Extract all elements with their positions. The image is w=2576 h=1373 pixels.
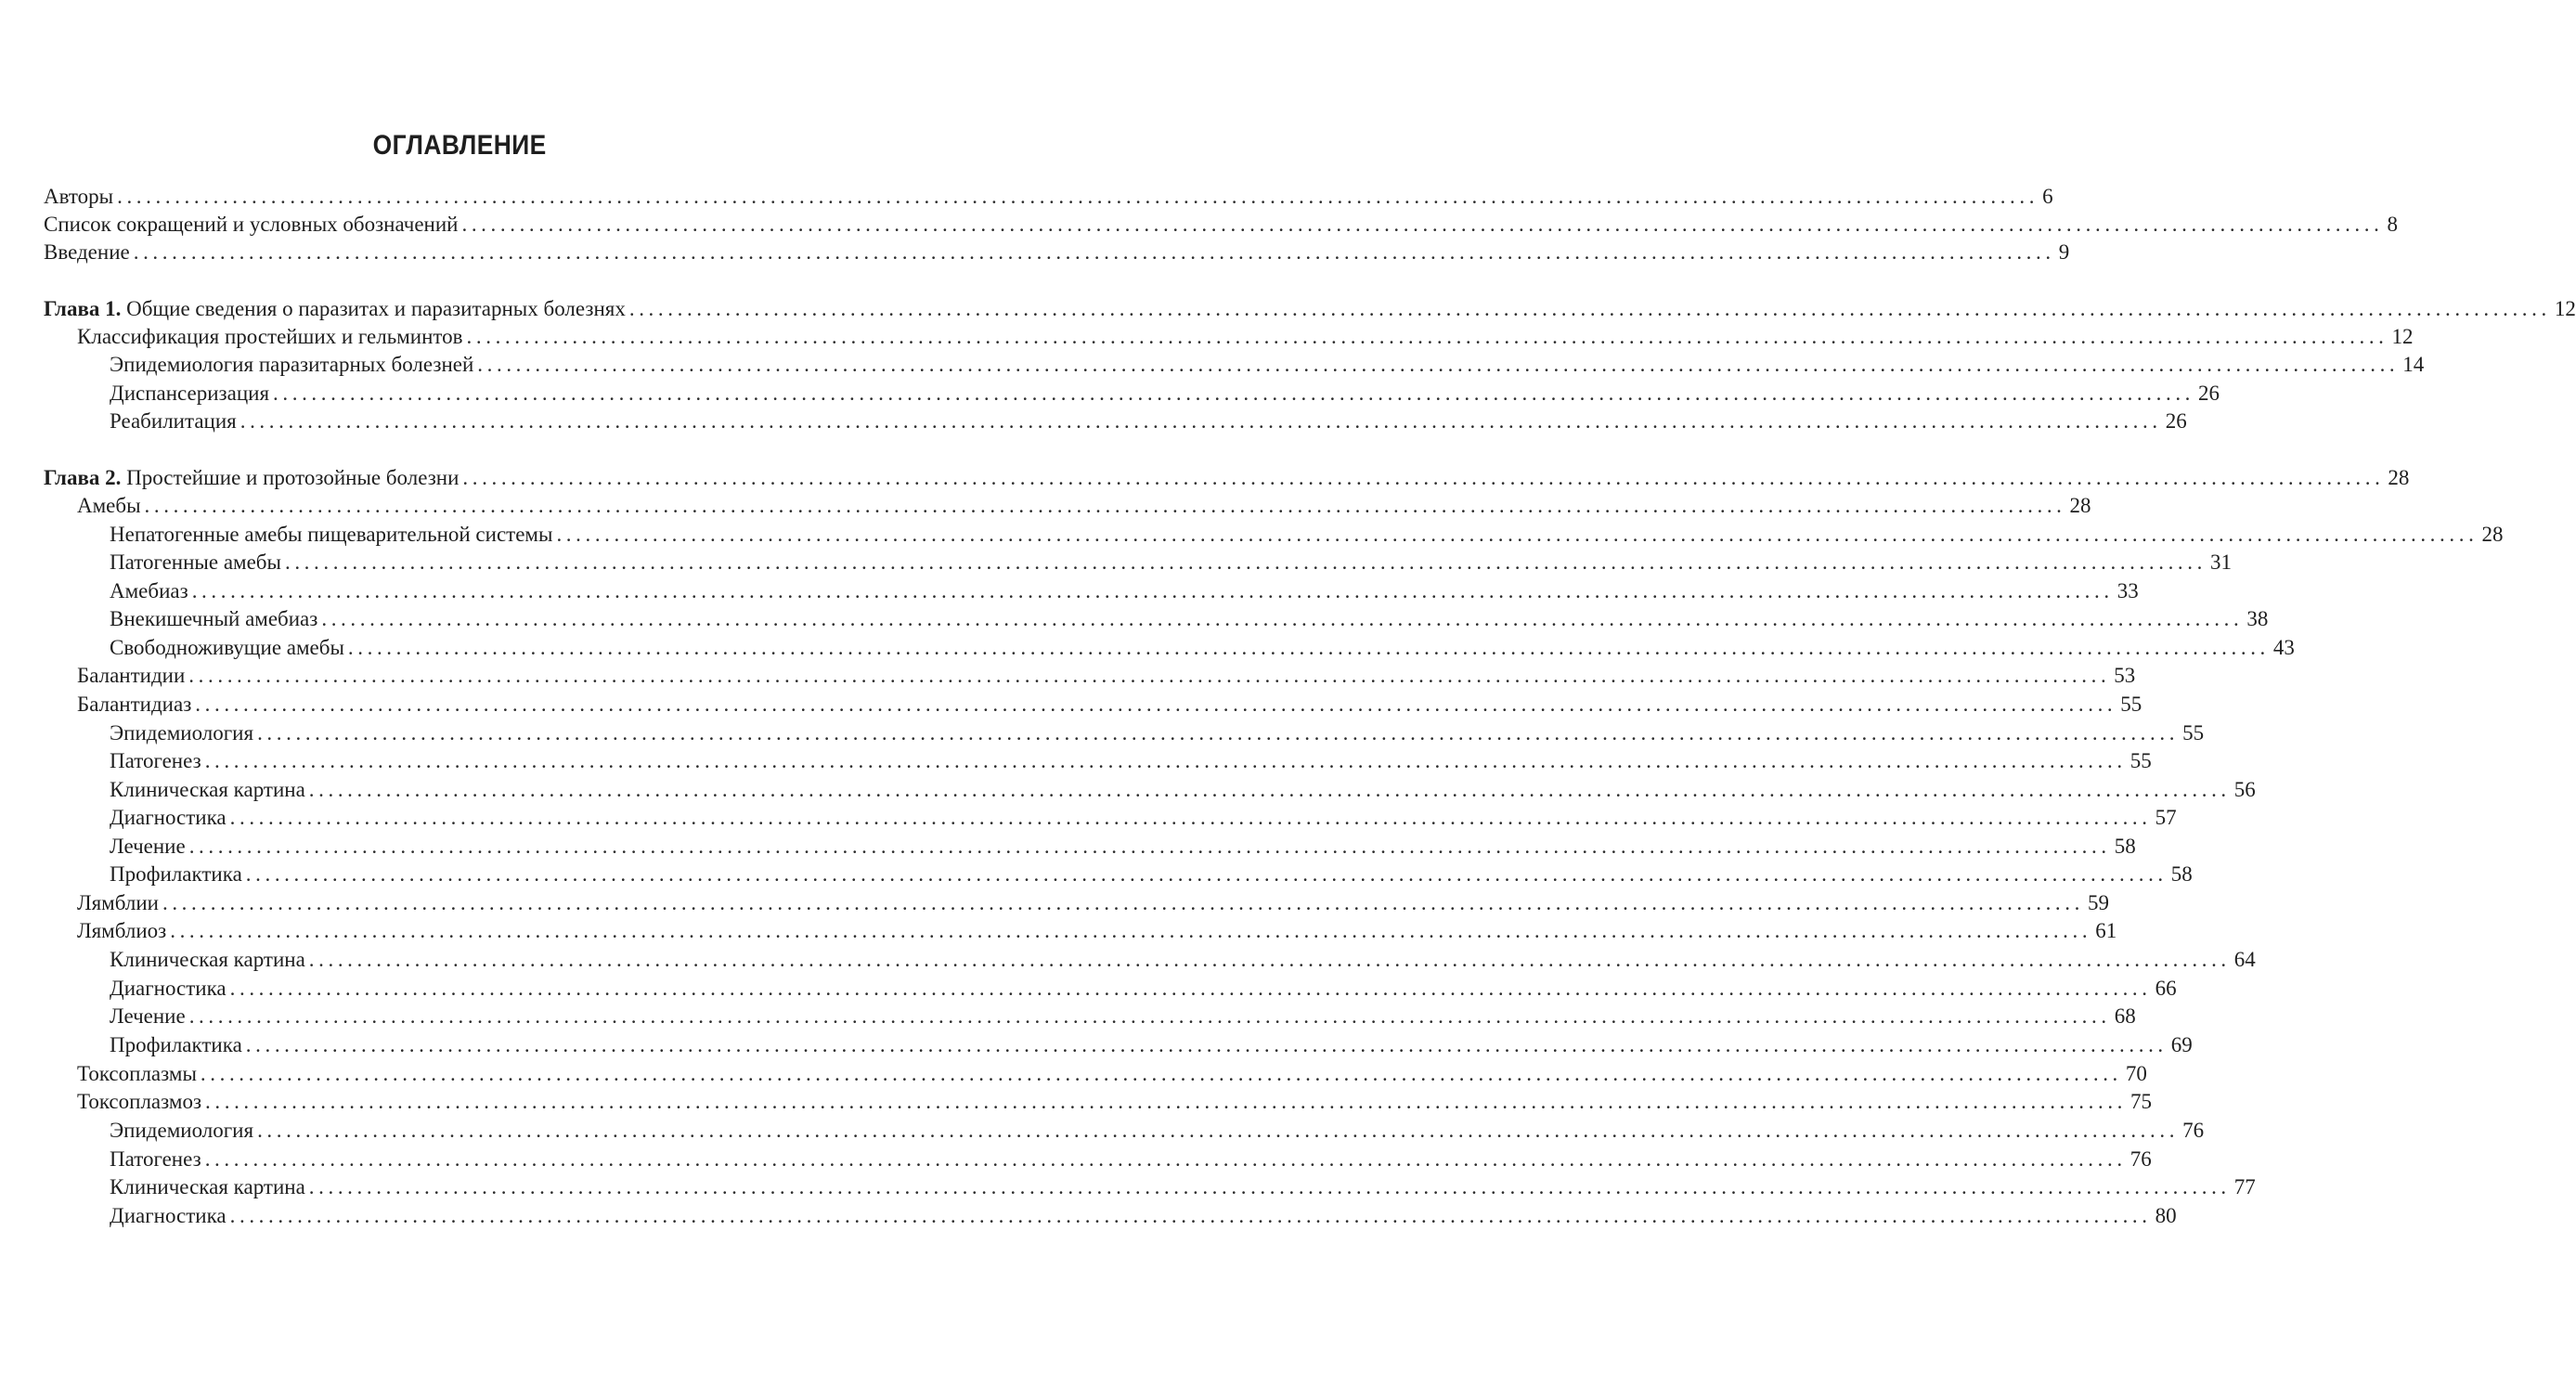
- toc-entry-text: Диспансеризация: [110, 382, 270, 405]
- toc-entry-text: Эпидемиология паразитарных болезней: [110, 353, 474, 376]
- toc-entry-text: Лямблии: [77, 891, 159, 914]
- dot-leader: ........................................................................................................................................................................................................: [162, 891, 2084, 914]
- dot-leader: ........................................................................................................................................................................................................: [321, 607, 2244, 630]
- toc-entry-title: [110, 1146, 201, 1173]
- dot-leader: ........................................................................................................................................................................................................: [188, 835, 2111, 858]
- toc-entry-title: [110, 605, 317, 633]
- toc-entry: [0, 946, 2256, 974]
- toc-page-number: 66: [2155, 977, 2177, 1000]
- toc-entry-text: Лечение: [110, 835, 186, 858]
- toc-entry: [0, 833, 2136, 861]
- toc-entry-title: [44, 464, 459, 492]
- toc-entry-text: Непатогенные амебы пищеварительной системы: [110, 523, 553, 546]
- dot-leader: ........................................................................................................................................................................................................: [195, 693, 2117, 716]
- toc-entry: [0, 211, 2398, 239]
- dot-leader: ........................................................................................................................................................................................................: [229, 1204, 2152, 1227]
- toc-entry: [0, 1003, 2136, 1030]
- dot-leader: ........................................................................................................................................................................................................: [477, 353, 2400, 376]
- dot-leader: ........................................................................................................................................................................................................: [308, 778, 2231, 801]
- chapter-number: Глава 2.: [44, 466, 122, 489]
- toc-page-number: 12: [2391, 325, 2414, 348]
- toc-page-number: 26: [2198, 382, 2220, 405]
- toc-entry: [0, 1202, 2177, 1230]
- toc-entry-text: Классификация простейших и гельминтов: [77, 325, 463, 348]
- toc-entry-text: Профилактика: [110, 1033, 242, 1056]
- toc-entry: [0, 549, 2232, 576]
- toc-page-number: 58: [2170, 862, 2193, 886]
- toc-entry-title: [110, 719, 253, 747]
- toc-entry-text: Профилактика: [110, 862, 242, 886]
- toc-entry-title: [110, 1117, 253, 1145]
- toc-entry-text: Лямблиоз: [77, 919, 167, 942]
- toc-page-number: 57: [2155, 806, 2177, 829]
- toc-entry: [0, 917, 2117, 945]
- toc-page-number: 68: [2114, 1004, 2136, 1028]
- toc-entry: [0, 380, 2220, 408]
- dot-leader: ........................................................................................................................................................................................................: [245, 1033, 2168, 1056]
- toc-entry-text: Простейшие и протозойные болезни: [126, 466, 460, 489]
- toc-entry-title: [110, 804, 227, 832]
- toc-entry-text: Амебы: [77, 494, 141, 517]
- toc-entry-title: [77, 1060, 197, 1088]
- toc-entry-text: Амебиаз: [110, 579, 188, 602]
- toc-page-number: 28: [2069, 494, 2091, 517]
- toc-page-number: 6: [2042, 185, 2053, 208]
- toc-entry: [0, 861, 2193, 888]
- toc-entry: [0, 1031, 2193, 1059]
- toc-entry-title: [77, 492, 141, 520]
- toc-entry-text: Внекишечный амебиаз: [110, 607, 318, 630]
- toc-entry-text: Диагностика: [110, 806, 227, 829]
- dot-leader: ........................................................................................................................................................................................................: [245, 862, 2168, 886]
- toc-entry: [0, 183, 2053, 211]
- toc-entry-title: [110, 521, 552, 549]
- toc-entry: [0, 1088, 2153, 1116]
- dot-leader: ........................................................................................................................................................................................................: [284, 550, 2207, 574]
- toc-page-number: 59: [2087, 891, 2109, 914]
- dot-leader: ........................................................................................................................................................................................................: [200, 1062, 2122, 1085]
- toc-page-number: 28: [2388, 466, 2410, 489]
- toc-entry-text: Патогенез: [110, 1147, 201, 1171]
- chapter-number: Глава 1.: [44, 297, 122, 320]
- toc-entry-title: [77, 1088, 201, 1116]
- toc-entry: [0, 295, 2576, 323]
- page-title: ОГЛАВЛЕНИЕ: [372, 130, 547, 161]
- toc-entry-title: [44, 295, 626, 323]
- toc-page-number: 77: [2233, 1175, 2256, 1198]
- toc-entry-title: [110, 833, 186, 861]
- dot-leader: ........................................................................................................................................................................................................: [273, 382, 2195, 405]
- toc-page-number: 38: [2246, 607, 2269, 630]
- toc-page-number: 28: [2481, 523, 2504, 546]
- toc-page-number: 43: [2272, 636, 2295, 659]
- toc-entry-title: [110, 946, 305, 974]
- dot-leader: ........................................................................................................................................................................................................: [347, 636, 2270, 659]
- dot-leader: ........................................................................................................................................................................................................: [205, 1090, 2128, 1113]
- toc-entry: [0, 464, 2410, 492]
- dot-leader: ........................................................................................................................................................................................................: [239, 409, 2162, 433]
- toc-entry: [0, 662, 2136, 690]
- toc-entry-title: [110, 1173, 305, 1201]
- toc-entry-title: [110, 975, 227, 1003]
- toc-page-number: 9: [2058, 240, 2070, 264]
- toc-page-number: 56: [2233, 778, 2256, 801]
- toc-page-number: 58: [2114, 835, 2136, 858]
- dot-leader: ........................................................................................................................................................................................................: [308, 1175, 2231, 1198]
- dot-leader: ........................................................................................................................................................................................................: [204, 749, 2127, 772]
- toc-entry-text: Диагностика: [110, 977, 227, 1000]
- toc-entry: [0, 1060, 2147, 1088]
- toc-entry-text: Лечение: [110, 1004, 186, 1028]
- toc-entry: [0, 239, 2070, 266]
- dot-leader: ........................................................................................................................................................................................................: [462, 466, 2385, 489]
- dot-leader: ........................................................................................................................................................................................................: [117, 185, 2039, 208]
- toc-entry-text: Клиническая картина: [110, 778, 305, 801]
- toc-entry: [0, 719, 2205, 747]
- toc-page-number: 69: [2170, 1033, 2193, 1056]
- toc-entry: [0, 323, 2414, 351]
- toc-page-number: 8: [2387, 213, 2398, 236]
- toc-entry-text: Общие сведения о паразитах и паразитарных болезнях: [126, 297, 626, 320]
- dot-leader: ........................................................................................................................................................................................................: [204, 1147, 2127, 1171]
- toc-entry: [0, 1117, 2205, 1145]
- dot-leader: ........................................................................................................................................................................................................: [229, 806, 2152, 829]
- toc-entry-title: [77, 662, 185, 690]
- toc-entry-text: Свободноживущие амебы: [110, 636, 344, 659]
- dot-leader: ........................................................................................................................................................................................................: [257, 721, 2180, 745]
- toc-entry-text: Эпидемиология: [110, 721, 254, 745]
- toc-page-number: 76: [2129, 1147, 2152, 1171]
- toc-entry-text: Клиническая картина: [110, 1175, 305, 1198]
- toc-entry-title: [77, 889, 159, 917]
- toc-entry-title: [110, 1003, 186, 1030]
- dot-leader: ........................................................................................................................................................................................................: [257, 1119, 2180, 1142]
- dot-leader: ........................................................................................................................................................................................................: [188, 1004, 2111, 1028]
- toc-entry: [0, 634, 2295, 662]
- toc-entry: [0, 1173, 2256, 1201]
- dot-leader: ........................................................................................................................................................................................................: [628, 297, 2551, 320]
- toc-entry-text: Токсоплазмоз: [77, 1090, 202, 1113]
- toc-entry-title: [44, 239, 130, 266]
- toc-entry-text: Клиническая картина: [110, 948, 305, 971]
- toc-entry-title: [77, 323, 463, 351]
- toc-page-number: 64: [2233, 948, 2256, 971]
- toc-entry: [0, 577, 2139, 605]
- toc-page-number: 80: [2155, 1204, 2177, 1227]
- toc-entry-title: [44, 183, 113, 211]
- toc-page-number: 12: [2554, 297, 2576, 320]
- toc-entry: [0, 747, 2152, 775]
- toc-entry-title: [110, 634, 344, 662]
- toc-page-number: 26: [2165, 409, 2187, 433]
- toc-page-number: 76: [2182, 1119, 2205, 1142]
- toc-entry: [0, 691, 2142, 719]
- toc-entry-text: Реабилитация: [110, 409, 237, 433]
- toc-entry-title: [110, 351, 473, 379]
- toc-page-number: 61: [2095, 919, 2117, 942]
- toc-page-number: 33: [2116, 579, 2139, 602]
- toc-entry-text: Токсоплазмы: [77, 1062, 197, 1085]
- toc-page-number: 55: [2129, 749, 2152, 772]
- toc-entry-text: Патогенные амебы: [110, 550, 281, 574]
- toc-entry-title: [110, 380, 269, 408]
- toc-entry: [0, 776, 2256, 804]
- dot-leader: ........................................................................................................................................................................................................: [308, 948, 2231, 971]
- dot-leader: ........................................................................................................................................................................................................: [556, 523, 2479, 546]
- toc-entry-text: Авторы: [44, 185, 114, 208]
- toc-entry-title: [44, 211, 458, 239]
- toc-page-number: 70: [2125, 1062, 2147, 1085]
- toc-page-number: 75: [2130, 1090, 2153, 1113]
- toc-entry-title: [110, 861, 242, 888]
- toc-entry-text: Список сокращений и условных обозначений: [44, 213, 459, 236]
- dot-leader: ........................................................................................................................................................................................................: [133, 240, 2055, 264]
- dot-leader: ........................................................................................................................................................................................................: [229, 977, 2152, 1000]
- toc-entry: [0, 492, 2091, 520]
- toc-entry-title: [110, 776, 305, 804]
- toc-entry-title: [110, 549, 281, 576]
- toc-page-number: 31: [2209, 550, 2232, 574]
- toc-entry-title: [110, 1202, 227, 1230]
- toc-entry: [0, 975, 2177, 1003]
- dot-leader: ........................................................................................................................................................................................................: [461, 213, 2384, 236]
- toc-page-number: 14: [2402, 353, 2425, 376]
- toc-entry-title: [110, 408, 237, 435]
- toc-entry: [0, 408, 2187, 435]
- toc-entry-text: Введение: [44, 240, 130, 264]
- toc-entry-title: [110, 577, 188, 605]
- toc-entry-title: [77, 917, 166, 945]
- toc-entry-title: [110, 1031, 242, 1059]
- toc-entry: [0, 605, 2269, 633]
- toc-entry: [0, 804, 2177, 832]
- toc-page-number: 53: [2114, 664, 2136, 687]
- toc-entry-title: [77, 691, 191, 719]
- dot-leader: ........................................................................................................................................................................................................: [144, 494, 2066, 517]
- toc-page-number: 55: [2182, 721, 2205, 745]
- dot-leader: ........................................................................................................................................................................................................: [188, 664, 2111, 687]
- toc-entry-title: [110, 747, 201, 775]
- dot-leader: ........................................................................................................................................................................................................: [191, 579, 2114, 602]
- toc-entry: [0, 521, 2504, 549]
- toc-entry-text: Эпидемиология: [110, 1119, 254, 1142]
- toc-entry-text: Патогенез: [110, 749, 201, 772]
- dot-leader: ........................................................................................................................................................................................................: [466, 325, 2388, 348]
- toc-entry-text: Диагностика: [110, 1204, 227, 1227]
- toc-entry: [0, 1146, 2152, 1173]
- toc-entry-text: Балантидии: [77, 664, 186, 687]
- toc-entry-text: Балантидиаз: [77, 693, 192, 716]
- toc-entry: [0, 351, 2425, 379]
- dot-leader: ........................................................................................................................................................................................................: [170, 919, 2092, 942]
- toc-entry: [0, 889, 2109, 917]
- toc-page-number: 55: [2120, 693, 2142, 716]
